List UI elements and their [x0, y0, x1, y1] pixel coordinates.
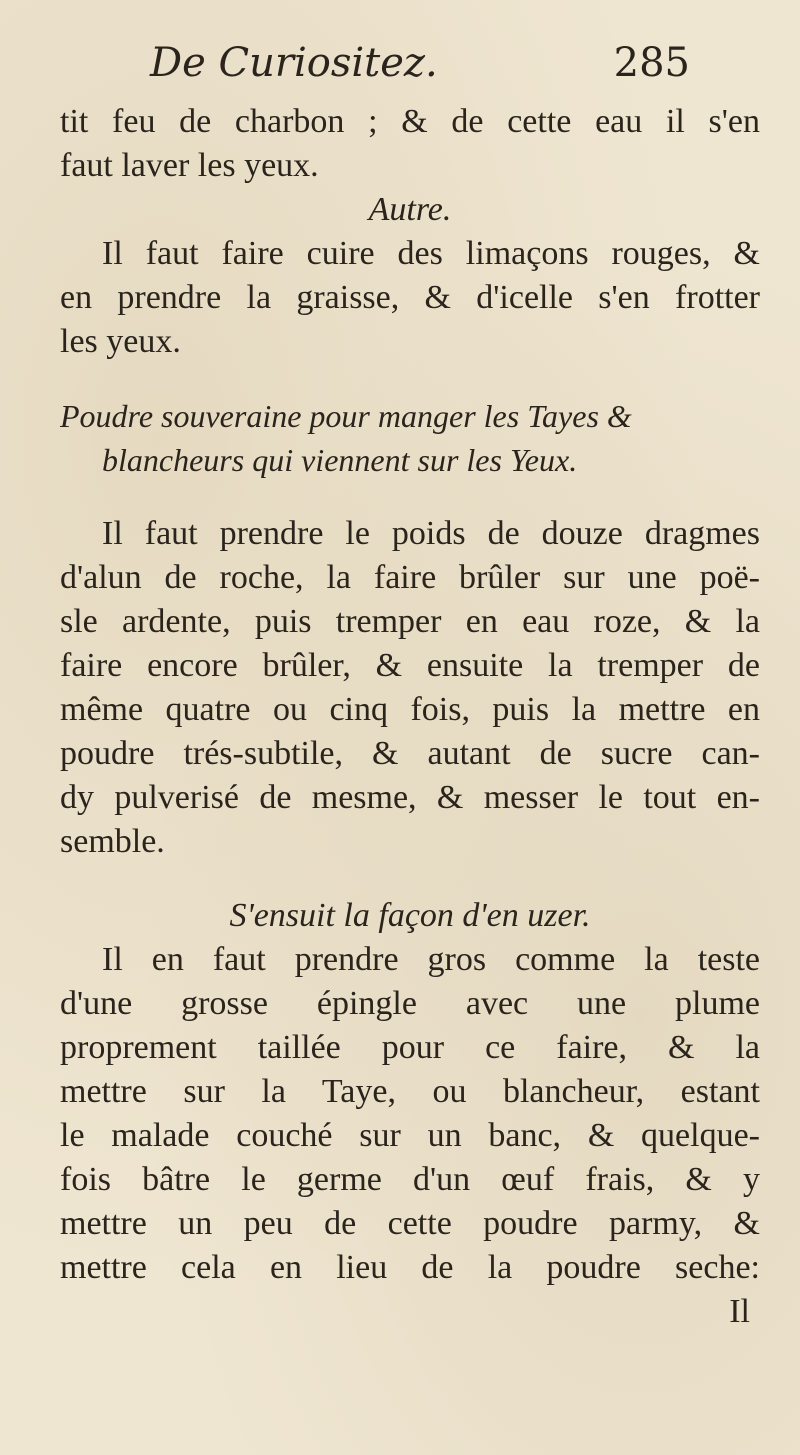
text-line: faire encore brûler, & ensuite la tremper de: [60, 647, 760, 684]
catchword: Il: [729, 1293, 750, 1330]
paragraph-poudre: [60, 512, 760, 864]
running-title: De Curiositez.: [150, 40, 438, 86]
text-line: Il en faut prendre gros comme la teste: [102, 941, 760, 978]
text-line: semble.: [60, 823, 165, 860]
paragraph-continuation: [60, 100, 760, 188]
section-heading-poudre: [60, 394, 760, 482]
text-line: Il faut prendre le poids de douze dragmes: [102, 515, 760, 552]
text-line: mettre sur la Taye, ou blancheur, estant: [60, 1073, 760, 1110]
text-line: d'une grosse épingle avec une plume: [60, 985, 760, 1022]
text-line: mettre un peu de cette poudre parmy, &: [60, 1205, 760, 1242]
text-line: Il faut faire cuire des limaçons rouges, &: [102, 235, 760, 272]
text-line: sle ardente, puis tremper en eau roze, & la: [60, 603, 760, 640]
page-header: [150, 40, 690, 90]
text-line: même quatre ou cinq fois, puis la mettre en: [60, 691, 760, 728]
text-line: faut laver les yeux.: [60, 147, 319, 184]
page-number: 285: [613, 40, 690, 86]
text-line: le malade couché sur un banc, & quelque-: [60, 1117, 760, 1154]
text-line: les yeux.: [60, 323, 181, 360]
page-body: [60, 100, 760, 1334]
heading-line: Poudre souveraine pour manger les Tayes &: [60, 398, 632, 434]
text-line: tit feu de charbon ; & de cette eau il s'en: [60, 103, 760, 140]
text-line: en prendre la graisse, & d'icelle s'en frotter: [60, 279, 760, 316]
text-line: proprement taillée pour ce faire, & la: [60, 1029, 760, 1066]
heading-line: blancheurs qui viennent sur les Yeux.: [102, 442, 578, 478]
section-heading-autre: Autre.: [368, 191, 452, 228]
text-line: mettre cela en lieu de la poudre seche:: [60, 1249, 760, 1286]
text-line: d'alun de roche, la faire brûler sur une poë-: [60, 559, 760, 596]
text-line: poudre trés-subtile, & autant de sucre can-: [60, 735, 760, 772]
text-line: fois bâtre le germe d'un œuf frais, & y: [60, 1161, 760, 1198]
section-heading-facon: S'ensuit la façon d'en uzer.: [229, 897, 591, 934]
paragraph-autre: [60, 232, 760, 364]
paragraph-facon: [60, 938, 760, 1290]
text-line: dy pulverisé de mesme, & messer le tout en-: [60, 779, 760, 816]
